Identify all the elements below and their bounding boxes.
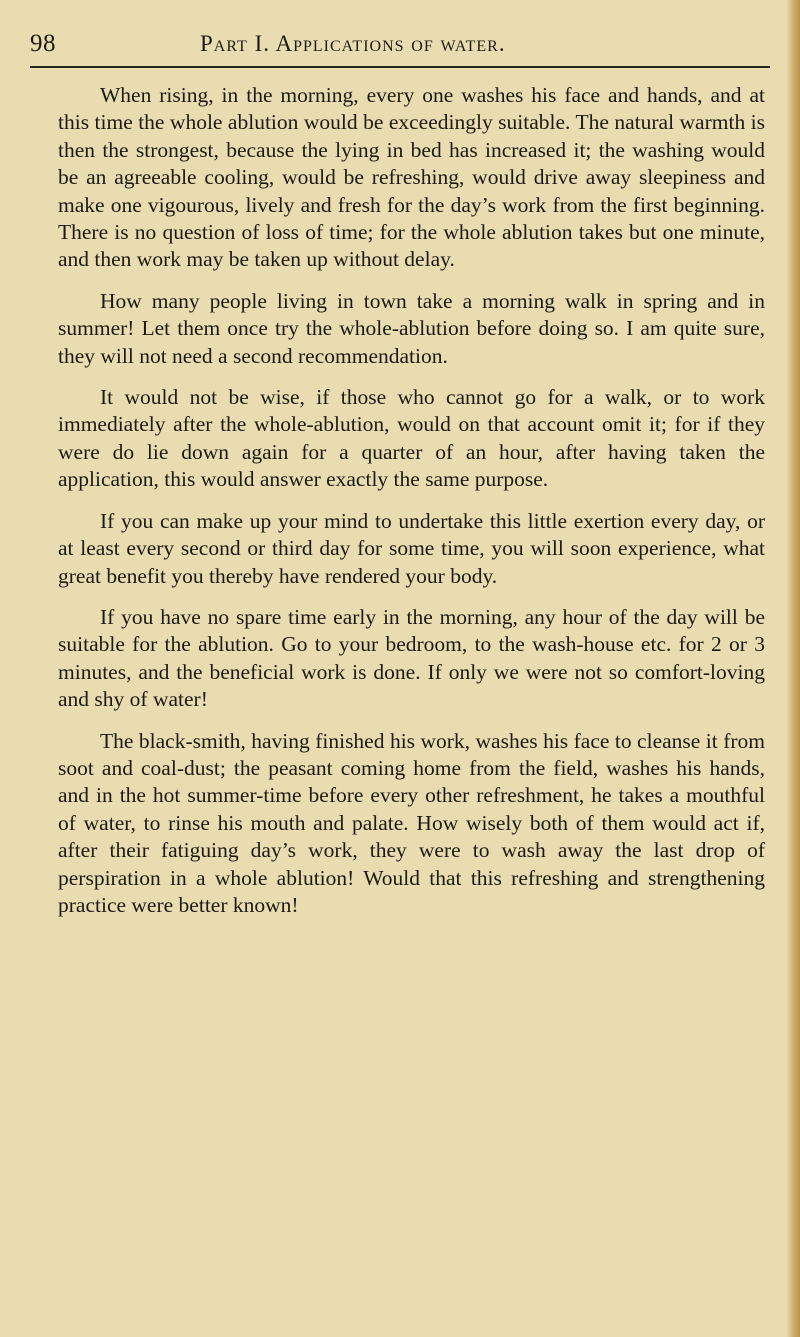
- paragraph-3: It would not be wise, if those who cannot go for a walk, or to work immediately after the whole-ablution, would on that account omit it; for if they were do lie down again for a quarter of an hour, after having taken the application, this would answer exactly the same purpose.: [58, 385, 765, 492]
- running-head: Part I. Applications of water.: [200, 31, 506, 56]
- paragraph-2: How many people living in town take a morning walk in spring and in summer! Let them once try the whole-ablution before doing so. I am quite sure, they will not need a second recommendation.: [58, 288, 765, 368]
- header-rule: [30, 66, 770, 68]
- body-text: [58, 82, 765, 933]
- page-header: [30, 28, 770, 68]
- paragraph-6: The black-smith, having finished his work, washes his face to cleanse it from soot and coal-dust; the peasant coming home from the field, washes his hands, and in the hot summer-time before every other refreshment, he takes a mouthful of water, to rinse his mouth and palate. How wisely both of them would act if, after their fatiguing day’s work, they were to wash away the last drop of perspiration in a whole ablution! Would that this refreshing and strengthening practice were better known!: [58, 728, 765, 917]
- paragraph-5: If you have no spare time early in the morning, any hour of the day will be suitable for the ablution. Go to your bedroom, to the wash-house etc. for 2 or 3 minutes, and the beneficial work is done. If only we were not so comfort-loving and shy of water!: [58, 604, 765, 712]
- paragraph-1: When rising, in the morning, every one washes his face and hands, and at this time the whole ablution would be exceedingly suitable. The natural warmth is then the strongest, because the lying in bed has increased it; the washing would be an agreeable cooling, would be refreshing, would drive away sleepiness and make one vigourous, lively and fresh for the day’s work from the first beginning. There is no question of loss of time; for the whole ablution takes but one minute, and then work may be taken up without delay.: [58, 83, 765, 272]
- paragraph-4: If you can make up your mind to undertake this little exertion every day, or at least every second or third day for some time, you will soon experience, what great benefit you thereby have rendered your body.: [58, 508, 765, 588]
- page-number: 98: [30, 30, 56, 57]
- page-edge: [786, 0, 800, 1337]
